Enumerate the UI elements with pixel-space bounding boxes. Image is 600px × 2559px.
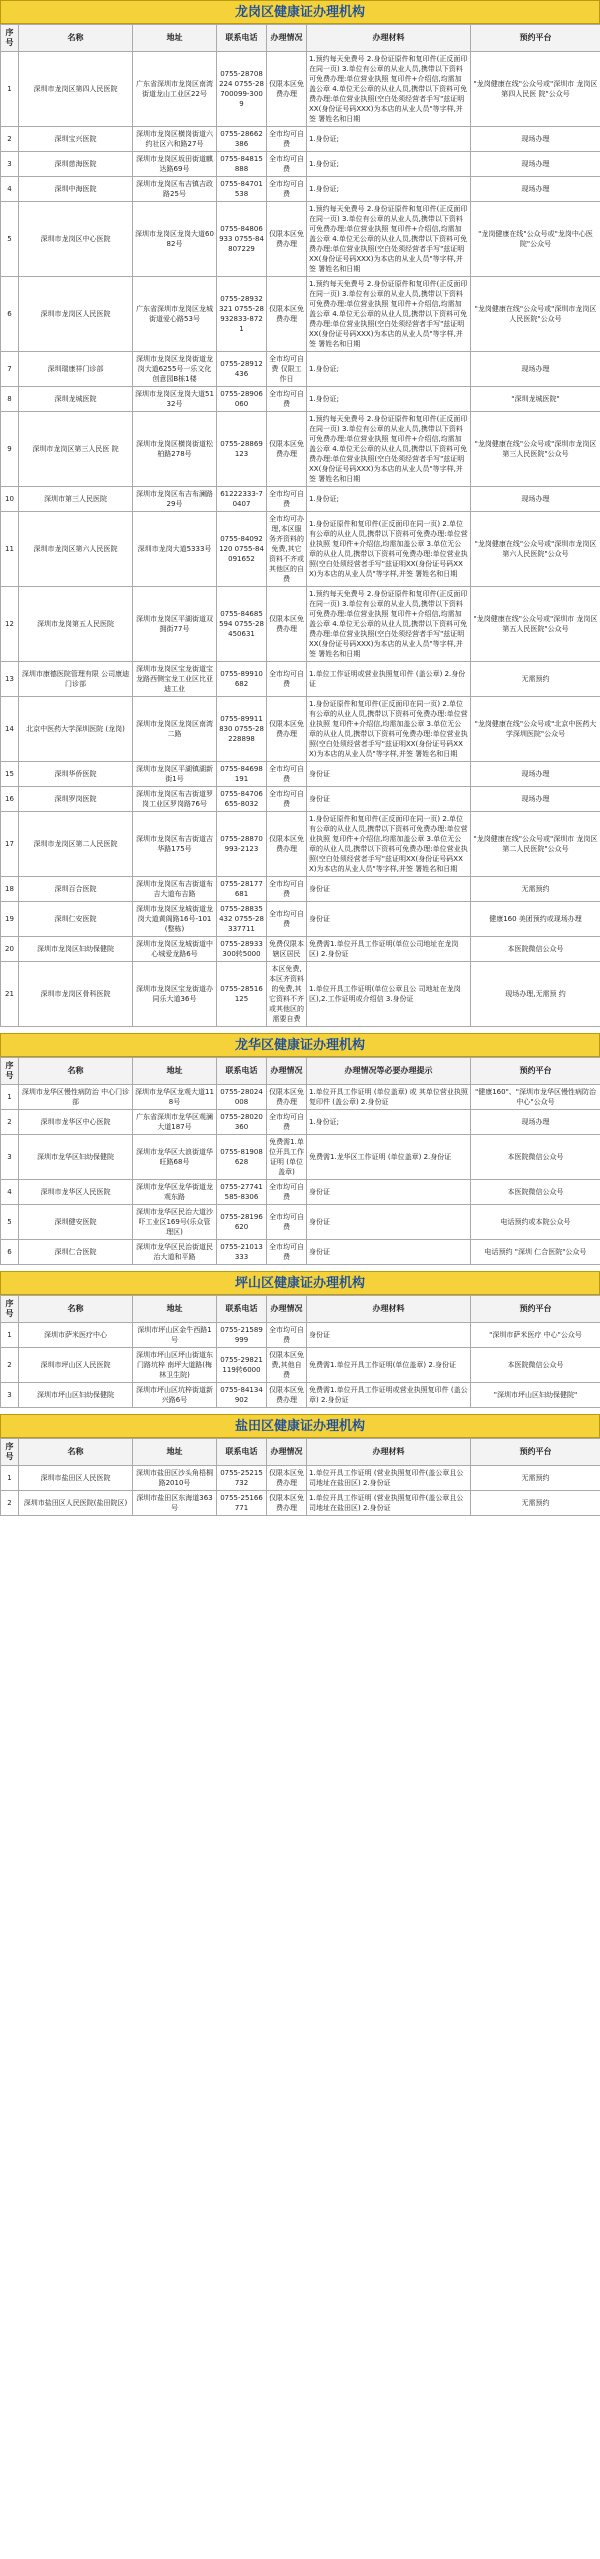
cell-status: 仅限本区免费办理: [267, 587, 307, 662]
cell-platform: "深圳市坪山区妇幼保健院": [471, 1383, 600, 1408]
cell-phone: 0755-28708224 0755-28700099-3009: [217, 52, 267, 127]
cell-name: 深圳罗岗医院: [19, 787, 133, 812]
cell-material: 1.身份证;: [307, 127, 471, 152]
cell-name: 深圳市龙岗区中心医院: [19, 202, 133, 277]
cell-platform: "龙岗健康在线"公众号或"深圳市 龙岗区第五人民医院"公众号: [471, 587, 600, 662]
cell-material: 身份证: [307, 1205, 471, 1240]
cell-addr: 深圳市龙岗区横岗街道六约社区六和路27号: [133, 127, 217, 152]
cell-no: 14: [1, 697, 19, 762]
cell-material: 1.预约每天免费号 2.身份证原件和复印件(正反面印在同一页) 3.单位有公章的从业人员,携带以下资料可免费办理:单位营业执照 复印件+介绍信,均需加盖公章 4.单位无公章的从业人员,携带以下资料可免费办理:单位营业执照(空白处须经营者手写"兹证明XX(身份证号码XXX)为本店的从业人员"等字样,并签 署姓名和日期: [307, 277, 471, 352]
cell-addr: 深圳市龙岗区龙岗大道6082号: [133, 202, 217, 277]
cell-phone: 0755-84815888: [217, 152, 267, 177]
column-header-material: 办理材料: [307, 1439, 471, 1466]
cell-material: 1.身份证;: [307, 387, 471, 412]
cell-phone: 0755-84092120 0755-84091652: [217, 512, 267, 587]
cell-phone: 0755-21589999: [217, 1323, 267, 1348]
column-header-no: 序号: [1, 1296, 19, 1323]
cell-addr: 深圳市龙岗区坂田街道麒达路69号: [133, 152, 217, 177]
cell-addr: 深圳市龙华区龙观大道118号: [133, 1085, 217, 1110]
cell-material: 1.单位开具工作证明 (单位盖章) 或 其单位营业执照复印件 (盖公章) 2.身份证: [307, 1085, 471, 1110]
cell-phone: 0755-84134902: [217, 1383, 267, 1408]
cell-no: 1: [1, 1466, 19, 1491]
cell-material: 1.单位开具工作证明 (营业执照复印件(盖公章且公司地址在盐田区) 2.身份证: [307, 1491, 471, 1516]
cell-status: 全市均可办理,本区服务齐资料的免费,其它资料不齐或其他区的自费: [267, 512, 307, 587]
cell-phone: 0755-89910682: [217, 662, 267, 697]
cell-name: 深圳市龙岗区骨科医院: [19, 962, 133, 1027]
table-row: [1, 1135, 600, 1180]
cell-addr: 深圳市龙岗大道5333号: [133, 512, 217, 587]
cell-phone: 0755-29821119转6000: [217, 1348, 267, 1383]
section-title: 盐田区健康证办理机构: [0, 1414, 600, 1438]
cell-name: 深圳慈海医院: [19, 152, 133, 177]
column-header-status: 办理情况: [267, 1296, 307, 1323]
cell-platform: 无需预约: [471, 877, 600, 902]
cell-name: 深圳市盐田区人民医院: [19, 1466, 133, 1491]
cell-material: 1.预约每天免费号 2.身份证原件和复印件(正反面印在同一页) 3.单位有公章的从业人员,携带以下资料可免费办理:单位营业执照 复印件+介绍信,均需加盖公章 4.单位无公章的从业人员,携带以下资料可免费办理:单位营业执照(空白处须经营者手写"兹证明XX(身份证号码XXX)为本店的从业人员"等字样,并签 署姓名和日期: [307, 412, 471, 487]
cell-addr: 深圳市龙岗区布吉镇吉政路25号: [133, 177, 217, 202]
cell-no: 2: [1, 1348, 19, 1383]
cell-platform: 电话预约 "深圳 仁合医院"公众号: [471, 1240, 600, 1265]
cell-status: 全市均可自费: [267, 662, 307, 697]
cell-name: 深圳市龙华区慢性病防治 中心门诊部: [19, 1085, 133, 1110]
table-row: [1, 787, 600, 812]
cell-platform: 现场办理: [471, 127, 600, 152]
cell-phone: 0755-84698191: [217, 762, 267, 787]
cell-addr: 深圳市坪山区坑梓街道新兴路6号: [133, 1383, 217, 1408]
cell-platform: 现场办理: [471, 177, 600, 202]
cell-addr: 广东省深圳市龙岗区南湾街道龙山工业区22号: [133, 52, 217, 127]
cell-status: 仅限本区免费办理: [267, 202, 307, 277]
cell-no: 2: [1, 127, 19, 152]
cell-material: 1.身份证;: [307, 177, 471, 202]
column-header-platform: 预约平台: [471, 1296, 600, 1323]
cell-no: 1: [1, 1085, 19, 1110]
table-row: [1, 1180, 600, 1205]
cell-status: 仅限本区免费办理: [267, 1383, 307, 1408]
cell-addr: 深圳市龙岗区布吉布澜路29号: [133, 487, 217, 512]
cell-no: 6: [1, 277, 19, 352]
table-row: [1, 52, 600, 127]
table-row: [1, 962, 600, 1027]
cell-name: 北京中医药大学深圳医院 (龙岗): [19, 697, 133, 762]
cell-phone: 61222333-70407: [217, 487, 267, 512]
cell-addr: 深圳市龙岗区布吉街道吉华路175号: [133, 812, 217, 877]
cell-platform: "龙岗健康在线"公众号或"深圳市龙岗区第三人民医院"公众号: [471, 412, 600, 487]
cell-material: 1.单位工作证明或营业执照复印件 (盖公章) 2.身份证: [307, 662, 471, 697]
cell-platform: 现场办理: [471, 1110, 600, 1135]
cell-addr: 深圳市龙华区大浪街道华旺路68号: [133, 1135, 217, 1180]
cell-status: 全市均可自费: [267, 1180, 307, 1205]
cell-status: 全市均可自费: [267, 1205, 307, 1240]
cell-status: 全市均可自费: [267, 1323, 307, 1348]
column-header-material: 办理情况等必要办理提示: [307, 1058, 471, 1085]
section-title: 龙岗区健康证办理机构: [0, 0, 600, 24]
table-header-row: [1, 1296, 600, 1323]
cell-status: 全市均可自费: [267, 152, 307, 177]
column-header-addr: 地址: [133, 1296, 217, 1323]
cell-platform: "健康160"、"深圳市龙华区慢性病防治中心"公众号: [471, 1085, 600, 1110]
cell-name: 深圳市龙华区妇幼保健院: [19, 1135, 133, 1180]
cell-platform: "深圳龙城医院": [471, 387, 600, 412]
column-header-platform: 预约平台: [471, 1439, 600, 1466]
cell-name: 深圳市第三人民医院: [19, 487, 133, 512]
cell-material: 1.预约每天免费号 2.身份证原件和复印件(正反面印在同一页) 3.单位有公章的从业人员,携带以下资料可免费办理:单位营业执照 复印件+介绍信,均需加盖公章 4.单位无公章的从业人员,携带以下资料可免费办理:单位营业执照(空白处须经营者手写"兹证明XX(身份证号码XXX)为本店的从业人员"等字样,并签 署姓名和日期: [307, 52, 471, 127]
cell-no: 20: [1, 937, 19, 962]
cell-name: 深圳市盐田区人民医院(盐田院区): [19, 1491, 133, 1516]
table-row: [1, 1110, 600, 1135]
cell-addr: 深圳市龙岗区平湖街道双拥街77号: [133, 587, 217, 662]
cell-no: 4: [1, 177, 19, 202]
column-header-material: 办理材料: [307, 1296, 471, 1323]
cell-no: 17: [1, 812, 19, 877]
cell-material: 1.身份证;: [307, 1110, 471, 1135]
cell-status: 全市均可自费: [267, 177, 307, 202]
cell-material: 1.预约每天免费号 2.身份证原件和复印件(正反面印在同一页) 3.单位有公章的从业人员,携带以下资料可免费办理:单位营业执照 复印件+介绍信,均需加盖公章 4.单位无公章的从业人员,携带以下资料可免费办理:单位营业执照(空白处须经营者手写"兹证明XX(身份证号码XXX)为本店的从业人员"等字样,并签 署姓名和日期: [307, 202, 471, 277]
cell-platform: "深圳市萨米医疗 中心"公众号: [471, 1323, 600, 1348]
cell-no: 4: [1, 1180, 19, 1205]
cell-material: 免费需1.单位开具工作证明(单位盖章) 2.身份证: [307, 1348, 471, 1383]
cell-name: 深圳健安医院: [19, 1205, 133, 1240]
table-row: [1, 412, 600, 487]
cell-platform: 现场办理: [471, 487, 600, 512]
cell-no: 3: [1, 1383, 19, 1408]
cell-phone: 0755-28024008: [217, 1085, 267, 1110]
cell-no: 12: [1, 587, 19, 662]
table-header-row: [1, 25, 600, 52]
cell-addr: 深圳市龙岗区龙岗街道龙岗大道6255号一乐文化创意园B栋1楼: [133, 352, 217, 387]
cell-no: 2: [1, 1491, 19, 1516]
cell-platform: 现场办理: [471, 152, 600, 177]
table-row: [1, 1240, 600, 1265]
institution-table: [0, 1438, 600, 1516]
column-header-no: 序号: [1, 1058, 19, 1085]
cell-phone: 0755-28835432 0755-28337711: [217, 902, 267, 937]
cell-no: 11: [1, 512, 19, 587]
cell-phone: 0755-21013333: [217, 1240, 267, 1265]
table-row: [1, 1491, 600, 1516]
table-row: [1, 127, 600, 152]
cell-platform: 现场办理,无需预 约: [471, 962, 600, 1027]
cell-status: 全市均可自费: [267, 387, 307, 412]
cell-material: 免费需1.单位开具工作证明(单位公司地址在龙岗区) 2.身份证: [307, 937, 471, 962]
table-row: [1, 1085, 600, 1110]
cell-status: 全市均可自费 仅限工作日: [267, 352, 307, 387]
table-row: [1, 1466, 600, 1491]
cell-material: 免费需1.龙华区工作证明 (单位盖章) 2.身份证: [307, 1135, 471, 1180]
cell-phone: 0755-28932321 0755-28932833-8721: [217, 277, 267, 352]
cell-material: 1.单位开具工作证明 (营业执照复印件(盖公章且公司地址在盐田区) 2.身份证: [307, 1466, 471, 1491]
cell-addr: 深圳市龙岗区宝龙街道办同乐大道36号: [133, 962, 217, 1027]
cell-addr: 深圳市龙岗区龙城街道龙岗大道黄阁路16号-101(整栋): [133, 902, 217, 937]
cell-platform: 健康160 美团预约或现场办理: [471, 902, 600, 937]
cell-material: 免费需1.单位开具工作证明或营业执照复印件 (盖公章) 2.身份证: [307, 1383, 471, 1408]
table-row: [1, 762, 600, 787]
table-row: [1, 177, 600, 202]
cell-material: 1.身份证;: [307, 352, 471, 387]
cell-platform: 本医院微信公众号: [471, 937, 600, 962]
cell-platform: 现场办理: [471, 762, 600, 787]
table-row: [1, 277, 600, 352]
cell-platform: 无需预约: [471, 662, 600, 697]
cell-phone: 0755-28662386: [217, 127, 267, 152]
cell-name: 深圳市龙岗区第三人民医 院: [19, 412, 133, 487]
cell-phone: 0755-28870993-2123: [217, 812, 267, 877]
column-header-name: 名称: [19, 1058, 133, 1085]
cell-no: 9: [1, 412, 19, 487]
cell-phone: 0755-28906060: [217, 387, 267, 412]
cell-material: 1.身份证;: [307, 152, 471, 177]
cell-name: 深圳市龙岗区第六人民医院: [19, 512, 133, 587]
cell-name: 深圳市龙岗区第二人民医院: [19, 812, 133, 877]
table-row: [1, 352, 600, 387]
cell-material: 身份证: [307, 902, 471, 937]
table-row: [1, 1383, 600, 1408]
cell-phone: 0755-28020360: [217, 1110, 267, 1135]
cell-no: 6: [1, 1240, 19, 1265]
cell-material: 身份证: [307, 1323, 471, 1348]
institution-table: [0, 1057, 600, 1265]
cell-phone: 0755-28869123: [217, 412, 267, 487]
column-header-name: 名称: [19, 1439, 133, 1466]
cell-status: 全市均可自费: [267, 127, 307, 152]
cell-status: 本区免费,本区齐资料的免费,其它资料不齐或其他区的需要自费: [267, 962, 307, 1027]
cell-phone: 0755-25166771: [217, 1491, 267, 1516]
cell-platform: 现场办理: [471, 787, 600, 812]
cell-name: 深圳百合医院: [19, 877, 133, 902]
cell-name: 深圳市龙岗区人民医院: [19, 277, 133, 352]
table-row: [1, 902, 600, 937]
cell-status: 全市均可自费: [267, 902, 307, 937]
cell-name: 深圳仁合医院: [19, 1240, 133, 1265]
cell-addr: 深圳市龙岗区横岗街道松柏路278号: [133, 412, 217, 487]
cell-material: 1.身份证原件和复印件(正反面印在同一页) 2.单位有公章的从业人员,携带以下资料可免费办理:单位营业执照 复印件+介绍信,均需加盖公章 3.单位无公章的从业人员,携带以下资料可免费办理:单位营业执照(空白处须经营者手写"兹证明XX(身份证号码XXX)为本店的从业人员"等字样,并签 署姓名和日期: [307, 812, 471, 877]
cell-no: 15: [1, 762, 19, 787]
cell-status: 全市均可自费: [267, 1110, 307, 1135]
column-header-addr: 地址: [133, 1439, 217, 1466]
table-row: [1, 512, 600, 587]
cell-name: 深圳龙城医院: [19, 387, 133, 412]
cell-no: 18: [1, 877, 19, 902]
cell-name: 深圳市龙岗区妇幼保健院: [19, 937, 133, 962]
cell-name: 深圳中海医院: [19, 177, 133, 202]
table-row: [1, 487, 600, 512]
cell-addr: 深圳市盐田区沙头角梧桐路2010号: [133, 1466, 217, 1491]
cell-status: 全市均可自费: [267, 787, 307, 812]
table-row: [1, 152, 600, 177]
cell-addr: 深圳市龙华区龙华街道龙观东路: [133, 1180, 217, 1205]
table-row: [1, 697, 600, 762]
cell-status: 仅限本区免费办理: [267, 52, 307, 127]
cell-material: 1.预约每天免费号 2.身份证原件和复印件(正反面印在同一页) 3.单位有公章的从业人员,携带以下资料可免费办理:单位营业执照 复印件+介绍信,均需加盖公章 4.单位无公章的从业人员,携带以下资料可免费办理:单位营业执照(空白处须经营者手写"兹证明XX(身份证号码XXX)为本店的从业人员"等字样,并签 署姓名和日期: [307, 587, 471, 662]
cell-platform: 本医院微信公众号: [471, 1348, 600, 1383]
cell-material: 1.身份证;: [307, 487, 471, 512]
cell-addr: 深圳市龙岗区龙城街道中心城爱龙路6号: [133, 937, 217, 962]
cell-name: 深圳市坪山区人民医院: [19, 1348, 133, 1383]
cell-platform: "龙岗健康在线"公众号或"深圳市龙岗区人民医院"公众号: [471, 277, 600, 352]
cell-addr: 深圳市龙华区民治大道沙吓工业区169号(乐众管理区): [133, 1205, 217, 1240]
column-header-phone: 联系电话: [217, 1296, 267, 1323]
cell-status: 全市均可自费: [267, 762, 307, 787]
cell-platform: 本医院微信公众号: [471, 1135, 600, 1180]
cell-addr: 深圳市龙岗区龙岗大道5132号: [133, 387, 217, 412]
institution-table: [0, 1295, 600, 1408]
cell-platform: 无需预约: [471, 1491, 600, 1516]
cell-no: 2: [1, 1110, 19, 1135]
cell-platform: 现场办理: [471, 352, 600, 387]
cell-no: 3: [1, 152, 19, 177]
cell-status: 免费需1.单位开具工作证明 (单位盖章): [267, 1135, 307, 1180]
column-header-material: 办理材料: [307, 25, 471, 52]
table-header-row: [1, 1439, 600, 1466]
cell-phone: 0755-28177681: [217, 877, 267, 902]
cell-addr: 深圳市坪山区坪山街道东门路坑梓 南坪大道路(梅林卫生院): [133, 1348, 217, 1383]
cell-no: 8: [1, 387, 19, 412]
cell-platform: "龙岗健康在线"公众号或"北京中医药大学深圳医院"公众号: [471, 697, 600, 762]
cell-addr: 深圳市龙岗区宝龙街道宝龙路西侧宝龙工业区比亚迪工业: [133, 662, 217, 697]
cell-phone: 0755-28933300转5000: [217, 937, 267, 962]
column-header-platform: 预约平台: [471, 1058, 600, 1085]
column-header-name: 名称: [19, 25, 133, 52]
cell-status: 全市均可自费: [267, 877, 307, 902]
cell-material: 身份证: [307, 1180, 471, 1205]
cell-phone: 0755-84701538: [217, 177, 267, 202]
cell-addr: 深圳市龙岗区布吉街道罗岗工业区罗岗路76号: [133, 787, 217, 812]
cell-material: 身份证: [307, 762, 471, 787]
cell-material: 1.身份证原件和复印件(正反面印在同一页) 2.单位有公章的从业人员,携带以下资料可免费办理:单位营业执照 复印件+介绍信,均需加盖公章 3.单位无公章的从业人员,携带以下资料可免费办理:单位营业执照(空白处须经营者手写"兹证明XX(身份证号码XXX)为本店的从业人员"等字样,并签 署姓名和日期: [307, 697, 471, 762]
cell-phone: 0755-27741585-8306: [217, 1180, 267, 1205]
column-header-status: 办理情况: [267, 1058, 307, 1085]
cell-name: 深圳仁安医院: [19, 902, 133, 937]
cell-phone: 0755-28196620: [217, 1205, 267, 1240]
cell-platform: "龙岗健康在线"公众号或"深圳市 龙岗区第四人民医 院"公众号: [471, 52, 600, 127]
institution-table: [0, 24, 600, 1027]
cell-no: 3: [1, 1135, 19, 1180]
column-header-platform: 预约平台: [471, 25, 600, 52]
table-row: [1, 937, 600, 962]
cell-status: 免费仅限本辖区居民: [267, 937, 307, 962]
column-header-phone: 联系电话: [217, 1439, 267, 1466]
cell-no: 16: [1, 787, 19, 812]
cell-no: 13: [1, 662, 19, 697]
cell-status: 仅限本区免费办理: [267, 1491, 307, 1516]
cell-material: 身份证: [307, 1240, 471, 1265]
table-row: [1, 1323, 600, 1348]
cell-status: 全市均可自费: [267, 1240, 307, 1265]
cell-addr: 深圳市龙岗区龙岗区南湾二路: [133, 697, 217, 762]
cell-no: 21: [1, 962, 19, 1027]
cell-phone: 0755-25215732: [217, 1466, 267, 1491]
cell-name: 深圳市坪山区妇幼保健院: [19, 1383, 133, 1408]
cell-name: 深圳市康德医院管理有限 公司康迪门诊部: [19, 662, 133, 697]
column-header-addr: 地址: [133, 25, 217, 52]
cell-addr: 广东省深圳市龙华区观澜大道187号: [133, 1110, 217, 1135]
column-header-phone: 联系电话: [217, 1058, 267, 1085]
cell-name: 深圳市萨米医疗中心: [19, 1323, 133, 1348]
table-row: [1, 1205, 600, 1240]
column-header-no: 序号: [1, 1439, 19, 1466]
cell-phone: 0755-84806933 0755-84807229: [217, 202, 267, 277]
cell-name: 深圳市龙华区中心医院: [19, 1110, 133, 1135]
cell-no: 5: [1, 202, 19, 277]
cell-platform: 本医院微信公众号: [471, 1180, 600, 1205]
cell-phone: 0755-28516125: [217, 962, 267, 1027]
cell-name: 深圳市龙岗第五人民医院: [19, 587, 133, 662]
cell-name: 深圳华侨医院: [19, 762, 133, 787]
cell-status: 仅限本区免费办理: [267, 1466, 307, 1491]
column-header-name: 名称: [19, 1296, 133, 1323]
table-row: [1, 587, 600, 662]
cell-status: 仅限本区免费办理: [267, 412, 307, 487]
cell-phone: 0755-89911830 0755-28228898: [217, 697, 267, 762]
cell-addr: 深圳市龙华区民治街道民治大道和平路: [133, 1240, 217, 1265]
cell-addr: 深圳市龙岗区布吉街道布吉大道布吉路: [133, 877, 217, 902]
cell-status: 全市均可自费: [267, 487, 307, 512]
table-row: [1, 202, 600, 277]
cell-addr: 深圳市龙岗区平湖镇湖新街1号: [133, 762, 217, 787]
cell-phone: 0755-28912436: [217, 352, 267, 387]
table-row: [1, 387, 600, 412]
cell-addr: 广东省深圳市龙岗区龙城街道爱心路53号: [133, 277, 217, 352]
cell-platform: 电话预约或本院公众号: [471, 1205, 600, 1240]
cell-phone: 0755-84685594 0755-28450631: [217, 587, 267, 662]
section-title: 坪山区健康证办理机构: [0, 1271, 600, 1295]
cell-status: 仅限本区免费,其他自费: [267, 1348, 307, 1383]
cell-phone: 0755-84706655-8032: [217, 787, 267, 812]
section-title: 龙华区健康证办理机构: [0, 1033, 600, 1057]
cell-platform: 无需预约: [471, 1466, 600, 1491]
table-row: [1, 877, 600, 902]
cell-material: 1.身份证原件和复印件(正反面印在同一页) 2.单位有公章的从业人员,携带以下资料可免费办理:单位营业执照 复印件+介绍信,均需加盖公章 3.单位无公章的从业人员,携带以下资料可免费办理:单位营业执照(空白处须经营者手写"兹证明XX(身份证号码XXX)为本店的从业人员"等字样,并签 署姓名和日期: [307, 512, 471, 587]
cell-name: 深圳瑞康祥门诊部: [19, 352, 133, 387]
column-header-status: 办理情况: [267, 1439, 307, 1466]
cell-status: 仅限本区免费办理: [267, 697, 307, 762]
cell-no: 1: [1, 52, 19, 127]
cell-platform: "龙岗健康在线"公众号或"龙岗中心医院"公众号: [471, 202, 600, 277]
cell-no: 19: [1, 902, 19, 937]
cell-no: 1: [1, 1323, 19, 1348]
column-header-no: 序号: [1, 25, 19, 52]
table-header-row: [1, 1058, 600, 1085]
cell-no: 5: [1, 1205, 19, 1240]
cell-status: 仅限本区免费办理: [267, 277, 307, 352]
column-header-status: 办理情况: [267, 25, 307, 52]
cell-status: 仅限本区免费办理: [267, 1085, 307, 1110]
cell-name: 深圳市龙岗区第四人民医院: [19, 52, 133, 127]
cell-no: 10: [1, 487, 19, 512]
column-header-phone: 联系电话: [217, 25, 267, 52]
column-header-addr: 地址: [133, 1058, 217, 1085]
table-row: [1, 812, 600, 877]
cell-name: 深圳市龙华区人民医院: [19, 1180, 133, 1205]
cell-platform: "龙岗健康在线"公众号或"深圳市 龙岗区第二人民医院"公众号: [471, 812, 600, 877]
cell-name: 深圳宝兴医院: [19, 127, 133, 152]
cell-addr: 深圳市盐田区东海道363号: [133, 1491, 217, 1516]
cell-phone: 0755-81908628: [217, 1135, 267, 1180]
table-row: [1, 1348, 600, 1383]
cell-material: 1.单位开具工作证明(单位公章且公 司地址在龙岗区),2.工作证明或介绍信 3.身份证: [307, 962, 471, 1027]
table-row: [1, 662, 600, 697]
cell-material: 身份证: [307, 877, 471, 902]
cell-status: 仅限本区免费办理: [267, 812, 307, 877]
cell-platform: "龙岗健康在线"公众号或"深圳市龙岗区第六人民医院"公众号: [471, 512, 600, 587]
cell-addr: 深圳市坪山区金牛西路1号: [133, 1323, 217, 1348]
cell-material: 身份证: [307, 787, 471, 812]
cell-no: 7: [1, 352, 19, 387]
